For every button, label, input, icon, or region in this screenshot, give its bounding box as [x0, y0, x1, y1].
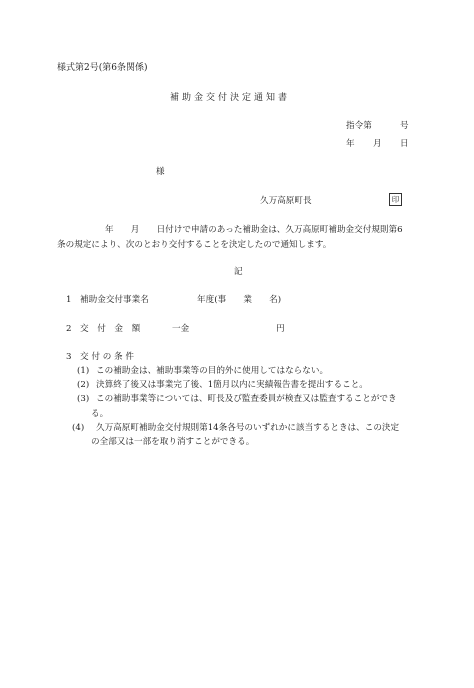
condition-4-text-line-2: の全部又は一部を取り消すことができる。 — [91, 437, 255, 447]
date-month-label: 月 — [373, 139, 382, 149]
condition-2-number: (2) — [77, 380, 90, 390]
date-year-label: 年 — [346, 139, 355, 149]
item-1-label: 1 補助金交付事業名 — [66, 295, 149, 305]
order-number-suffix: 号 — [400, 121, 409, 131]
date-day-label: 日 — [400, 139, 409, 149]
condition-3-number: (3) — [77, 394, 90, 404]
body-text-line-1: 年 月 日付けで申請のあった補助金は、久万高原町補助金交付規則第6 — [105, 225, 403, 235]
item-1-value: 年度(事 業 名) — [197, 295, 282, 305]
form-number: 様式第2号(第6条関係) — [57, 63, 148, 73]
body-text-line-2: 条の規定により、次のとおり交付することを決定したので通知します。 — [57, 240, 332, 250]
document-title: 補助金交付決定通知書 — [170, 93, 291, 103]
addressee-honorific: 様 — [156, 167, 165, 177]
condition-4-number: (4) — [72, 423, 85, 433]
seal-stamp: 印 — [389, 193, 402, 206]
condition-3-text-line-1: この補助事業等については、町長及び監査委員が検査又は監査することができ — [96, 394, 397, 404]
condition-4-text-line-1: 久万高原町補助金交付規則第14条各号のいずれかに該当するときは、この決定 — [96, 423, 400, 433]
order-number-label: 指令第 — [346, 121, 372, 131]
condition-1-text: この補助金は、補助事業等の目的外に使用してはならない。 — [96, 366, 329, 376]
item-2-amount-unit: 円 — [276, 324, 285, 334]
condition-2-text: 決算終了後又は事業完了後、1箇月以内に実績報告書を提出すること。 — [96, 380, 368, 390]
item-3-label: 3 交 付 の 条 件 — [66, 352, 134, 362]
condition-1-number: (1) — [77, 366, 90, 376]
record-heading: 記 — [234, 267, 243, 277]
issuer-name: 久万高原町長 — [260, 196, 312, 206]
item-2-amount-prefix: 一金 — [172, 324, 190, 334]
item-2-label: 2 交 付 金 額 — [66, 324, 141, 334]
condition-3-text-line-2: る。 — [91, 409, 109, 419]
